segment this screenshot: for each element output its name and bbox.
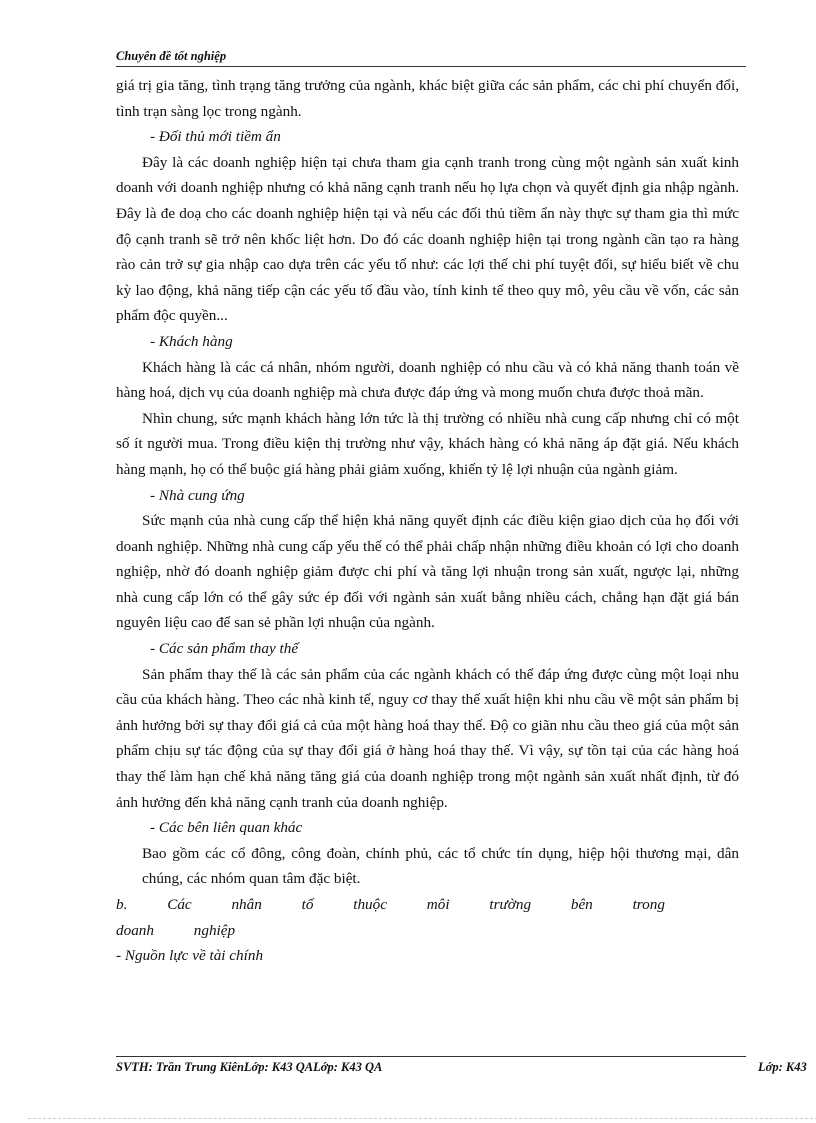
paragraph: Khách hàng là các cá nhân, nhóm người, doanh nghiệp có nhu cầu và có khả năng thanh toán về hàng hoá, dịch vụ của doanh nghiệp mà chưa được đáp ứng và mong muốn chưa được thoả mãn. [116,358,739,402]
document-body [116,73,739,969]
page-break-line [28,1118,816,1119]
section-heading-substitutes: - Các sản phẩm thay thế [150,640,299,658]
footer-class: Lớp: K43 [758,1060,807,1074]
paragraph: Đây là các doanh nghiệp hiện tại chưa tham gia cạnh tranh trong cùng một ngành sản xuất kinh doanh với doanh nghiệp nhưng có khả năng cạnh tranh nếu họ lựa chọn và quyết định gia nhập ngành. Đây là đe doạ cho các doanh nghiệp hiện tại và nếu các đối thủ tiềm ẩn này thực sự tham gia thì mức độ cạnh tranh sẽ trở nên khốc liệt hơn. Do đó các doanh nghiệp hiện tại trong ngành cần tạo ra hàng rào cản trở sự gia nhập cao dựa trên các yếu tố như: các lợi thế chi phí tuyệt đối, sự hiểu biết về chu kỳ lao động, khả năng tiếp cận các yếu tố đầu vào, tính kinh tế theo quy mô, yêu cầu về vốn, các sản phẩm độc quyền... [116,153,739,325]
paragraph: giá trị gia tăng, tình trạng tăng trưởng của ngành, khác biệt giữa các sản phẩm, các chi phí chuyển đổi, tình trạn sàng lọc trong ngành. [116,77,739,120]
paragraph: Sản phẩm thay thế là các sản phẩm của các ngành khách có thể đáp ứng được cùng một loại nhu cầu của khách hàng. Theo các nhà kinh tế, nguy cơ thay thế xuất hiện khi nhu cầu về một sản phẩm bị ảnh hưởng bởi sự thay đổi giá cả của một hàng hoá thay thế. Độ co giãn nhu cầu theo giá của một sản phẩm chịu sự tác động của sự thay đổi giá ở hàng hoá thay thế. Vì vậy, sự tồn tại của các hàng hoá thay thế làm hạn chế khả năng tăng giá của doanh nghiệp trong một ngành sản xuất nhất định, từ đó ảnh hưởng đến khả năng cạnh tranh của doanh nghiệp. [116,665,739,811]
page-header [116,49,746,67]
section-heading-new-entrants: - Đối thủ mới tiềm ẩn [150,128,281,146]
subsection-heading-internal-factors: b. Các nhân tố thuộc môi trường bên trong doanh nghiệp [116,896,665,939]
section-heading-stakeholders: - Các bên liên quan khác [150,819,303,837]
paragraph: Nhìn chung, sức mạnh khách hàng lớn tức là thị trường có nhiều nhà cung cấp nhưng chỉ có một số ít người mua. Trong điều kiện thị trường như vậy, khách hàng có khả năng áp đặt giá. Nếu khách hàng mạnh, họ có thể buộc giá hàng phải giảm xuống, khiến tỷ lệ lợi nhuận của ngành giảm. [116,409,739,478]
section-heading-customers: - Khách hàng [150,332,233,350]
section-heading-suppliers: - Nhà cung ứng [150,486,245,504]
paragraph: Bao gồm các cổ đông, công đoàn, chính phủ, các tổ chức tín dụng, hiệp hội thương mại, dân chúng, các nhóm quan tâm đặc biệt. [142,844,739,888]
footer-author: SVTH: Trần Trung KiênLớp: K43 QALớp: K43 QA [116,1060,383,1074]
footer-divider [116,1056,746,1057]
header-title: Chuyên đề tốt nghiệp [116,49,227,63]
section-heading-financial-resources: - Nguồn lực về tài chính [116,947,264,965]
paragraph: Sức mạnh của nhà cung cấp thể hiện khả năng quyết định các điều kiện giao dịch của họ đối với doanh nghiệp. Những nhà cung cấp yếu thế có thể phải chấp nhận những điều khoản có lợi cho doanh nghiệp, nhờ đó doanh nghiệp giảm được chi phí và tăng lợi nhuận trong sản xuất, ngược lại, những nhà cung cấp lớn có thể gây sức ép đối với ngành sản xuất bằng nhiều cách, chẳng hạn đặt giá bán nguyên liệu cao để san sẻ phần lợi nhuận của ngành. [116,512,739,632]
